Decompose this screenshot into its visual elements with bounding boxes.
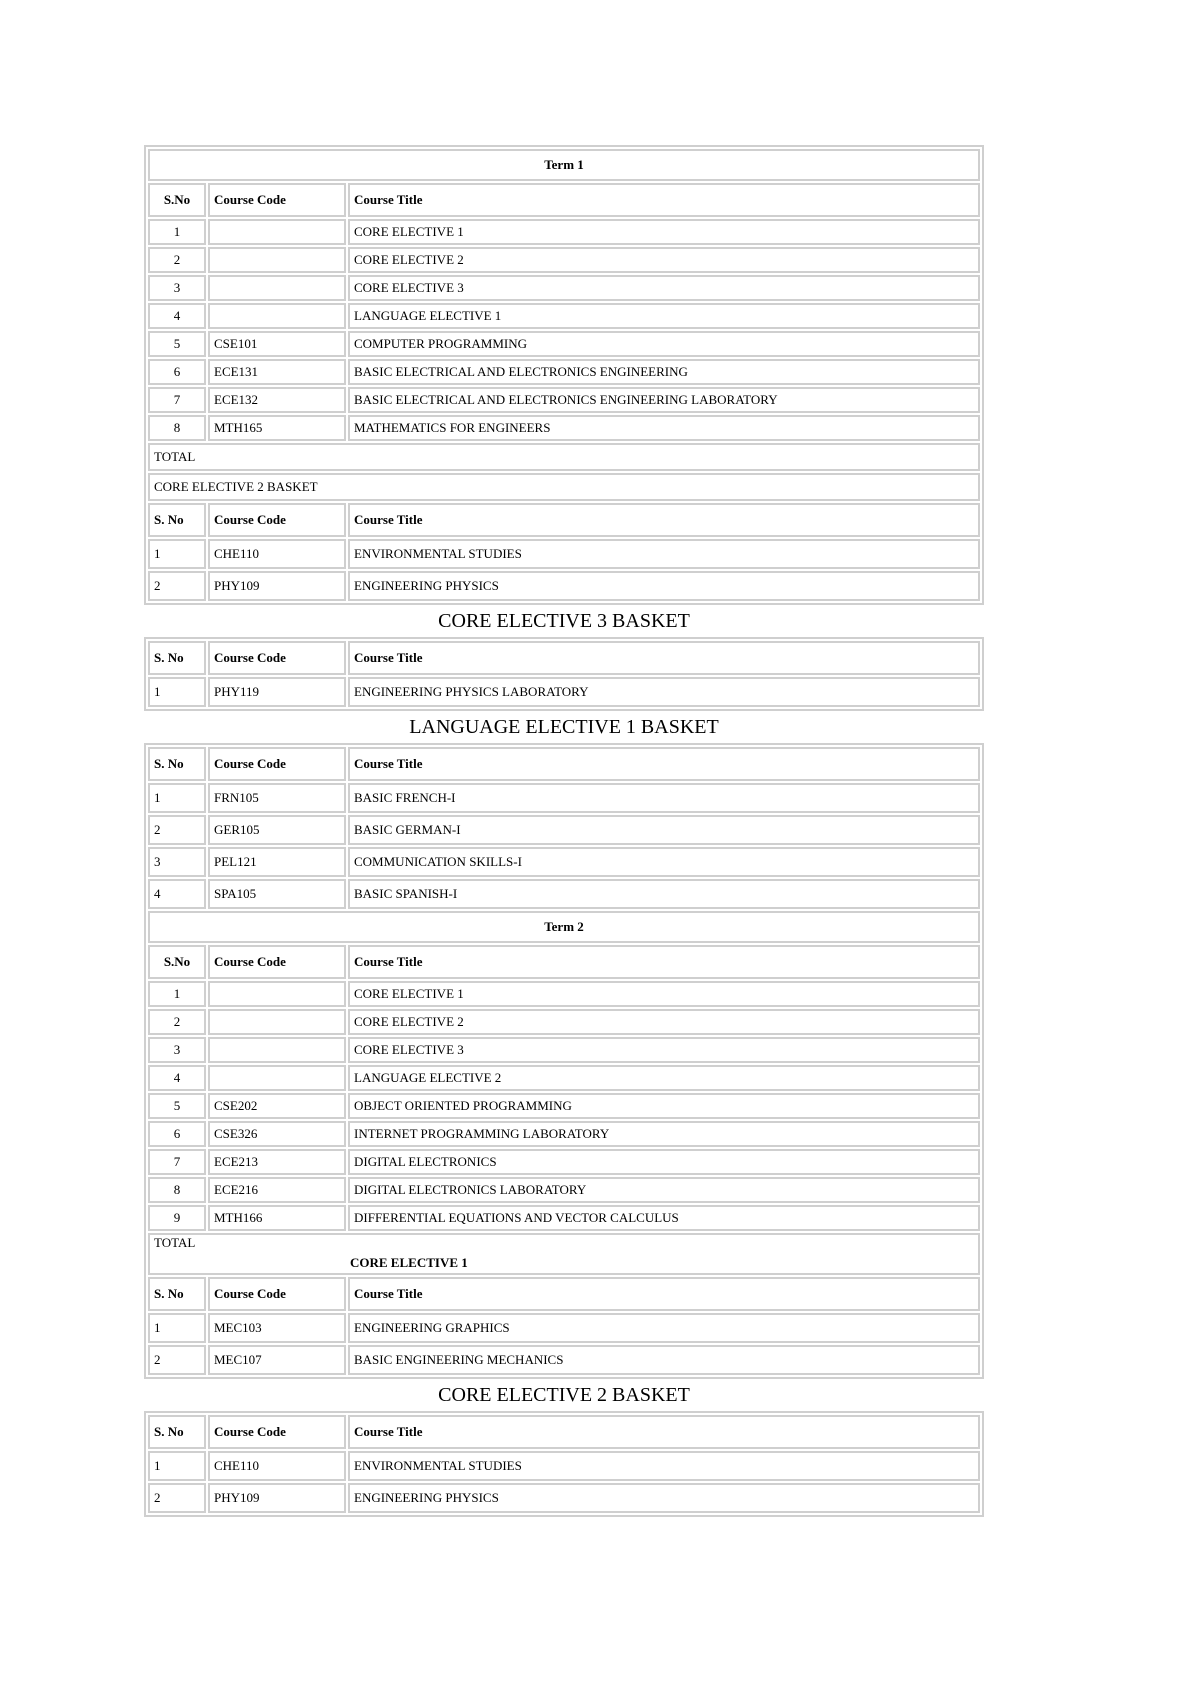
header-sno: S. No	[148, 1277, 206, 1311]
cell-code: PHY119	[208, 677, 346, 707]
cell-code	[208, 275, 346, 301]
header-code: Course Code	[208, 1277, 346, 1311]
table-row	[148, 1205, 980, 1231]
table-row	[148, 1093, 980, 1119]
table-row	[148, 815, 980, 845]
header-sno: S. No	[148, 641, 206, 675]
cell-sno: 7	[148, 1149, 206, 1175]
table-row	[148, 219, 980, 245]
term1-table	[144, 145, 984, 605]
table-row	[148, 387, 980, 413]
cell-code: CSE326	[208, 1121, 346, 1147]
header-title: Course Title	[348, 1415, 980, 1449]
cell-code	[208, 219, 346, 245]
cell-title: ENVIRONMENTAL STUDIES	[348, 1451, 980, 1481]
cell-title: BASIC ELECTRICAL AND ELECTRONICS ENGINEERING	[348, 359, 980, 385]
cell-code	[208, 981, 346, 1007]
cell-code: CSE101	[208, 331, 346, 357]
cell-sno: 3	[148, 1037, 206, 1063]
table-row	[148, 1345, 980, 1375]
cell-title: BASIC GERMAN-I	[348, 815, 980, 845]
cell-sno: 1	[148, 539, 206, 569]
table-row	[148, 247, 980, 273]
cell-title: DIFFERENTIAL EQUATIONS AND VECTOR CALCULUS	[348, 1205, 980, 1231]
cell-sno: 1	[148, 783, 206, 813]
table-row	[148, 847, 980, 877]
cell-title: COMMUNICATION SKILLS-I	[348, 847, 980, 877]
cell-code: FRN105	[208, 783, 346, 813]
cell-code: PEL121	[208, 847, 346, 877]
cell-code: GER105	[208, 815, 346, 845]
cell-title: ENGINEERING GRAPHICS	[348, 1313, 980, 1343]
cell-sno: 8	[148, 1177, 206, 1203]
cell-sno: 3	[148, 275, 206, 301]
cell-sno: 2	[148, 815, 206, 845]
core-elective-2-table	[144, 1411, 984, 1517]
cell-title: LANGUAGE ELECTIVE 2	[348, 1065, 980, 1091]
cell-title: BASIC ENGINEERING MECHANICS	[348, 1345, 980, 1375]
header-code: Course Code	[208, 945, 346, 979]
cell-sno: 7	[148, 387, 206, 413]
cell-title: INTERNET PROGRAMMING LABORATORY	[348, 1121, 980, 1147]
header-code: Course Code	[208, 1415, 346, 1449]
cell-sno: 8	[148, 415, 206, 441]
cell-code	[208, 247, 346, 273]
total-row: TOTAL	[148, 443, 980, 471]
cell-title: LANGUAGE ELECTIVE 1	[348, 303, 980, 329]
header-code: Course Code	[208, 183, 346, 217]
cell-title: DIGITAL ELECTRONICS LABORATORY	[348, 1177, 980, 1203]
cell-sno: 1	[148, 1313, 206, 1343]
cell-title: CORE ELECTIVE 3	[348, 275, 980, 301]
table-row	[148, 1009, 980, 1035]
header-code: Course Code	[208, 503, 346, 537]
cell-code	[208, 1065, 346, 1091]
cell-code	[208, 303, 346, 329]
core-elective-2-heading: CORE ELECTIVE 2 BASKET	[438, 1384, 690, 1406]
cell-title: ENVIRONMENTAL STUDIES	[348, 539, 980, 569]
curriculum-document	[144, 145, 984, 1517]
table-row	[148, 1149, 980, 1175]
cell-code: ECE216	[208, 1177, 346, 1203]
cell-sno: 2	[148, 571, 206, 601]
header-title: Course Title	[348, 747, 980, 781]
cell-sno: 4	[148, 303, 206, 329]
cell-code: ECE213	[208, 1149, 346, 1175]
cell-code: CSE202	[208, 1093, 346, 1119]
cell-title: COMPUTER PROGRAMMING	[348, 331, 980, 357]
total-row	[148, 1233, 980, 1275]
cell-code: CHE110	[208, 539, 346, 569]
header-title: Course Title	[348, 183, 980, 217]
header-title: Course Title	[348, 503, 980, 537]
cell-code: ECE131	[208, 359, 346, 385]
language-term2-table	[144, 743, 984, 1379]
header-sno: S. No	[148, 747, 206, 781]
cell-title: OBJECT ORIENTED PROGRAMMING	[348, 1093, 980, 1119]
term1-heading: Term 1	[148, 149, 980, 181]
cell-code: MEC103	[208, 1313, 346, 1343]
table-row	[148, 783, 980, 813]
cell-title: ENGINEERING PHYSICS	[348, 571, 980, 601]
cell-sno: 6	[148, 1121, 206, 1147]
cell-code	[208, 1009, 346, 1035]
cell-title: BASIC ELECTRICAL AND ELECTRONICS ENGINEERING LABORATORY	[348, 387, 980, 413]
cell-title: CORE ELECTIVE 1	[348, 219, 980, 245]
cell-title: BASIC FRENCH-I	[348, 783, 980, 813]
cell-code: MTH165	[208, 415, 346, 441]
cell-title: BASIC SPANISH-I	[348, 879, 980, 909]
header-sno: S.No	[148, 945, 206, 979]
cell-sno: 4	[148, 879, 206, 909]
core-elective-1-subheading: CORE ELECTIVE 1	[350, 1255, 468, 1270]
cell-sno: 2	[148, 1009, 206, 1035]
header-title: Course Title	[348, 641, 980, 675]
cell-code	[208, 1037, 346, 1063]
table-row	[148, 1451, 980, 1481]
cell-code: ECE132	[208, 387, 346, 413]
cell-code: MTH166	[208, 1205, 346, 1231]
cell-title: ENGINEERING PHYSICS LABORATORY	[348, 677, 980, 707]
cell-sno: 3	[148, 847, 206, 877]
table-row	[148, 571, 980, 601]
header-title: Course Title	[348, 945, 980, 979]
cell-sno: 9	[148, 1205, 206, 1231]
table-row	[148, 359, 980, 385]
table-row	[148, 303, 980, 329]
cell-sno: 1	[148, 677, 206, 707]
header-title: Course Title	[348, 1277, 980, 1311]
cell-code: PHY109	[208, 571, 346, 601]
cell-title: CORE ELECTIVE 3	[348, 1037, 980, 1063]
header-sno: S. No	[148, 503, 206, 537]
term2-heading: Term 2	[148, 911, 980, 943]
table-row	[148, 677, 980, 707]
table-row	[148, 1037, 980, 1063]
cell-sno: 1	[148, 981, 206, 1007]
cell-code: CHE110	[208, 1451, 346, 1481]
cell-sno: 1	[148, 1451, 206, 1481]
table-row	[148, 275, 980, 301]
cell-title: CORE ELECTIVE 2	[348, 247, 980, 273]
cell-sno: 4	[148, 1065, 206, 1091]
table-row	[148, 1313, 980, 1343]
cell-sno: 2	[148, 1345, 206, 1375]
cell-title: CORE ELECTIVE 2	[348, 1009, 980, 1035]
cell-sno: 2	[148, 1483, 206, 1513]
table-row	[148, 1065, 980, 1091]
table-row	[148, 539, 980, 569]
cell-title: MATHEMATICS FOR ENGINEERS	[348, 415, 980, 441]
cell-title: DIGITAL ELECTRONICS	[348, 1149, 980, 1175]
table-row	[148, 1483, 980, 1513]
core-elective-3-table	[144, 637, 984, 711]
cell-sno: 5	[148, 1093, 206, 1119]
table-row	[148, 879, 980, 909]
cell-sno: 1	[148, 219, 206, 245]
cell-code: PHY109	[208, 1483, 346, 1513]
cell-sno: 6	[148, 359, 206, 385]
cell-title: ENGINEERING PHYSICS	[348, 1483, 980, 1513]
table-row	[148, 1177, 980, 1203]
table-row	[148, 1121, 980, 1147]
header-code: Course Code	[208, 641, 346, 675]
header-sno: S.No	[148, 183, 206, 217]
basket-label: CORE ELECTIVE 2 BASKET	[148, 473, 980, 501]
cell-code: MEC107	[208, 1345, 346, 1375]
cell-code: SPA105	[208, 879, 346, 909]
header-code: Course Code	[208, 747, 346, 781]
table-row	[148, 331, 980, 357]
cell-sno: 5	[148, 331, 206, 357]
total-label: TOTAL	[154, 1235, 196, 1250]
cell-sno: 2	[148, 247, 206, 273]
core-elective-3-heading: CORE ELECTIVE 3 BASKET	[438, 610, 690, 632]
cell-title: CORE ELECTIVE 1	[348, 981, 980, 1007]
table-row	[148, 415, 980, 441]
table-row	[148, 981, 980, 1007]
header-sno: S. No	[148, 1415, 206, 1449]
language-elective-1-heading: LANGUAGE ELECTIVE 1 BASKET	[409, 716, 719, 738]
